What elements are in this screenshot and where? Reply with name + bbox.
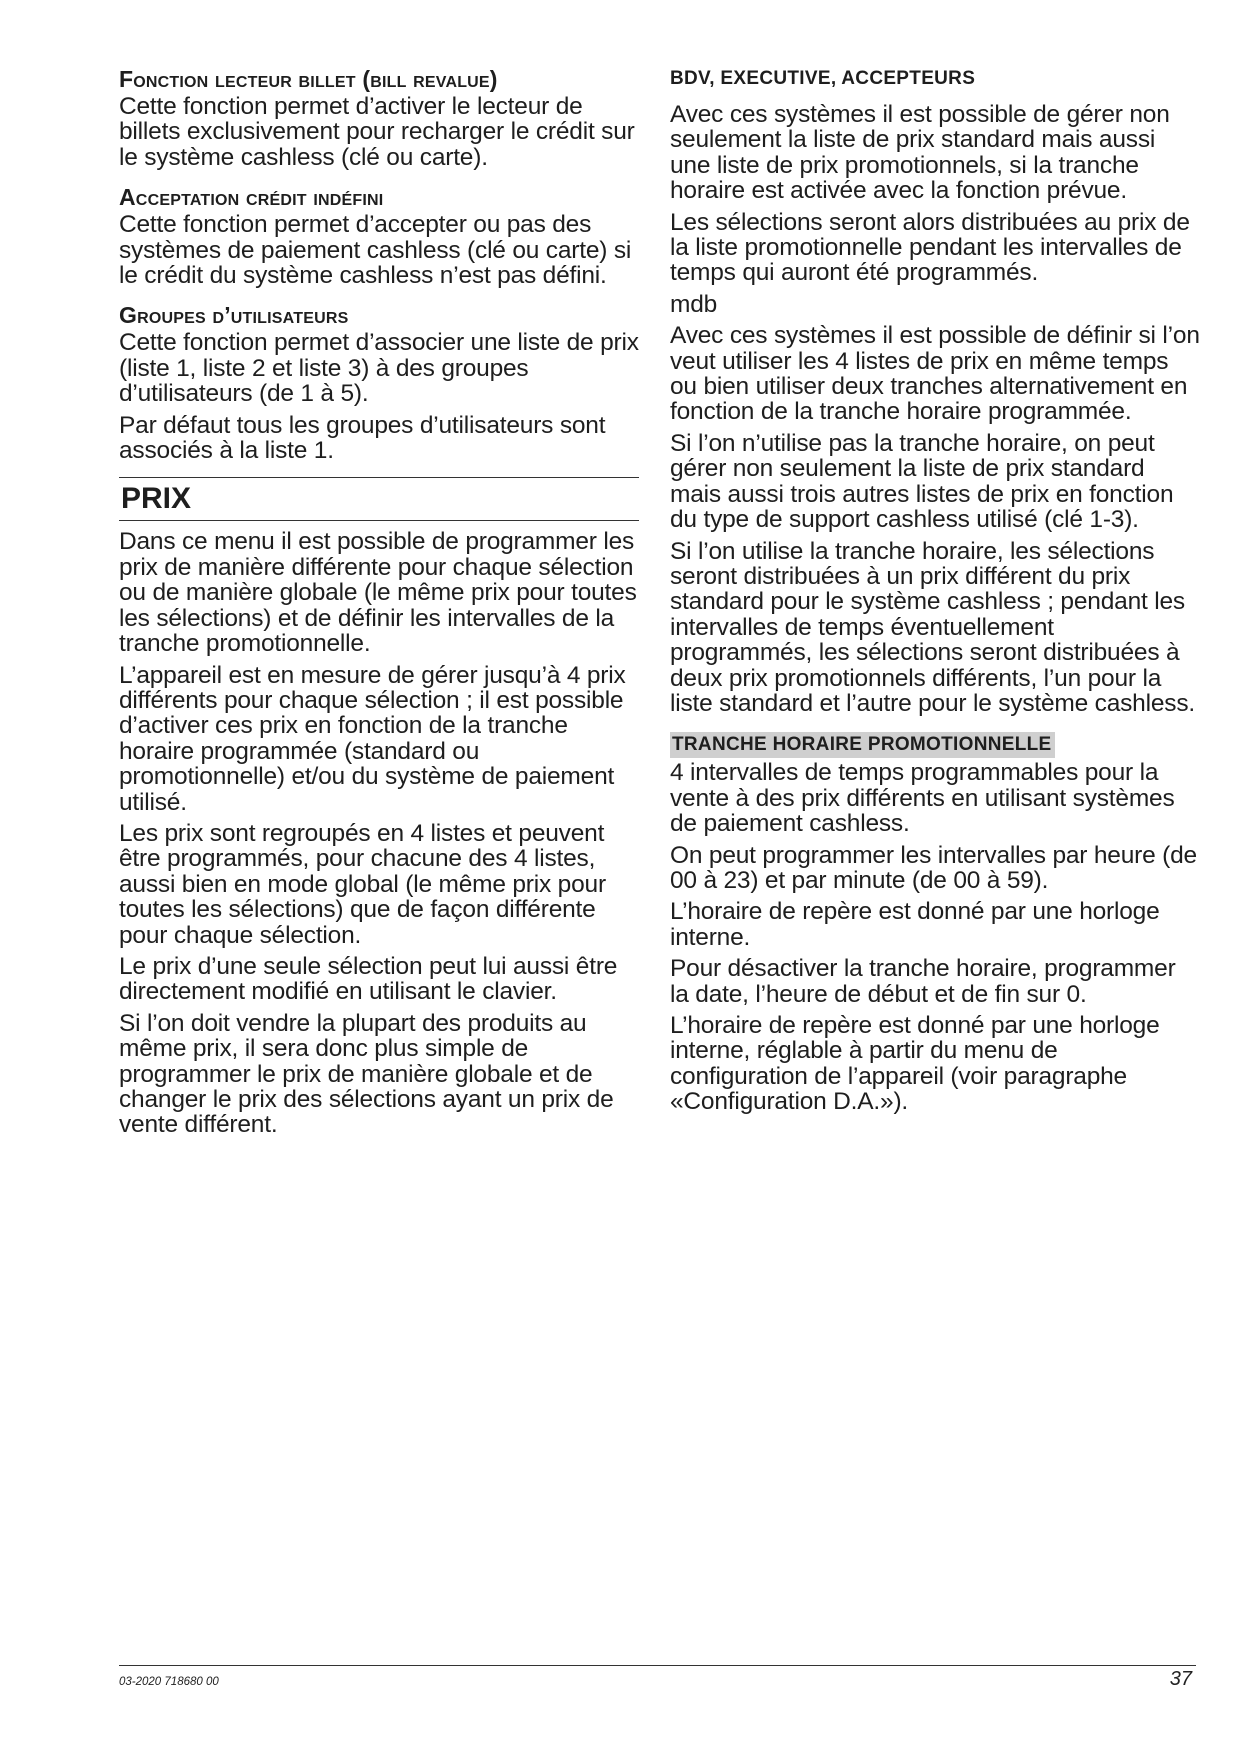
- document-code: 03-2020 718680 00: [119, 1676, 219, 1688]
- prix-section-header: [119, 477, 639, 521]
- user-groups-text-1: Cette fonction permet d’associer une liste de prix (liste 1, liste 2 et liste 3) à des groupes d’utilisateurs (de 1 à 5).: [119, 329, 639, 408]
- undefined-credit-heading: Acceptation crédit indéfini: [119, 184, 384, 211]
- bill-revalue-heading: Fonction lecteur billet (bill revalue): [119, 66, 498, 92]
- bdv-text-1: Avec ces systèmes il est possible de gérer non seulement la liste de prix standard mais aussi une liste de prix promotionnels, si la tranche horaire est activée avec la fonction prévue.: [670, 101, 1170, 205]
- prix-text-2: L’appareil est en mesure de gérer jusqu’à 4 prix différents pour chaque sélection ; il est possible d’activer ces prix en fonction de la tranche horaire programmée (standard ou promotionnelle) et/ou du système de paiement utilisé.: [119, 661, 626, 816]
- prix-text-3: Les prix sont regroupés en 4 listes et peuvent être programmés, pour chacune des 4 listes, aussi bien en mode global (le même prix pour toutes les sélections) que de façon différente pour chaque sélection.: [119, 819, 606, 949]
- bdv-heading: BDV, EXECUTIVE, ACCEPTEURS: [670, 68, 976, 89]
- mdb-text-2: Si l’on n’utilise pas la tranche horaire, on peut gérer non seulement la liste de prix standard mais aussi trois autres listes de prix en fonction du type de support cashless utilisé (clé 1-3).: [670, 429, 1174, 534]
- tranche-text-5: L’horaire de repère est donné par une horloge interne, réglable à partir du menu de configuration de l’appareil (voir paragraphe «Configuration D.A.»).: [670, 1012, 1160, 1116]
- tranche-text-3: L’horaire de repère est donné par une horloge interne.: [670, 898, 1160, 951]
- prix-text-4: Le prix d’une seule sélection peut lui aussi être directement modifié en utilisant le clavier.: [119, 952, 618, 1006]
- mdb-text-1: Avec ces systèmes il est possible de définir si l’on veut utiliser les 4 listes de prix en même temps ou bien utiliser deux tranches alternativement en fonction de la tranche horaire programmée.: [670, 322, 1200, 426]
- mdb-text-3: Si l’on utilise la tranche horaire, les sélections seront distribuées à un prix différent du prix standard pour le système cashless ; pendant les intervalles de temps éventuellement programmés, les sélections seront distribuées à deux prix promotionnels différents, l’un pour la liste standard et l’autre pour le système cashless.: [670, 537, 1195, 717]
- prix-text-1: Dans ce menu il est possible de programmer les prix de manière différente pour chaque sélection ou de manière globale (le même prix pour toutes les sélections) et de définir les intervalles de la tranche promotionnelle.: [119, 528, 637, 658]
- page-number: 37: [1169, 1668, 1192, 1690]
- user-groups-text-2: Par défaut tous les groupes d’utilisateurs sont associés à la liste 1.: [119, 411, 606, 465]
- undefined-credit-text: Cette fonction permet d’accepter ou pas des systèmes de paiement cashless (clé ou carte) si le crédit du système cashless n’est pas défini.: [119, 211, 632, 290]
- left-column: [119, 66, 639, 1144]
- bdv-text-2: Les sélections seront alors distribuées au prix de la liste promotionnelle pendant les intervalles de temps qui auront été programmés.: [670, 208, 1190, 287]
- mdb-label: mdb: [670, 290, 718, 318]
- user-groups-heading: Groupes d’utilisateurs: [119, 302, 349, 329]
- footer-divider: [119, 1665, 1196, 1666]
- tranche-heading: TRANCHE HORAIRE PROMOTIONNELLE: [670, 732, 1055, 758]
- prix-title: PRIX: [121, 482, 192, 516]
- bill-revalue-text: Cette fonction permet d’activer le lecteur de billets exclusivement pour recharger le crédit sur le système cashless (clé ou carte).: [119, 93, 635, 171]
- prix-text-5: Si l’on doit vendre la plupart des produits au même prix, il sera donc plus simple de programmer le prix de manière globale et de changer le prix des sélections ayant un prix de vente différent.: [119, 1009, 614, 1139]
- tranche-text-4: Pour désactiver la tranche horaire, programmer la date, l’heure de début et de fin sur 0.: [670, 955, 1176, 1008]
- tranche-heading-wrap: [670, 732, 1200, 758]
- tranche-text-1: 4 intervalles de temps programmables pour la vente à des prix différents en utilisant systèmes de paiement cashless.: [670, 759, 1175, 838]
- tranche-text-2: On peut programmer les intervalles par heure (de 00 à 23) et par minute (de 00 à 59).: [670, 841, 1197, 894]
- right-column: [670, 66, 1200, 1121]
